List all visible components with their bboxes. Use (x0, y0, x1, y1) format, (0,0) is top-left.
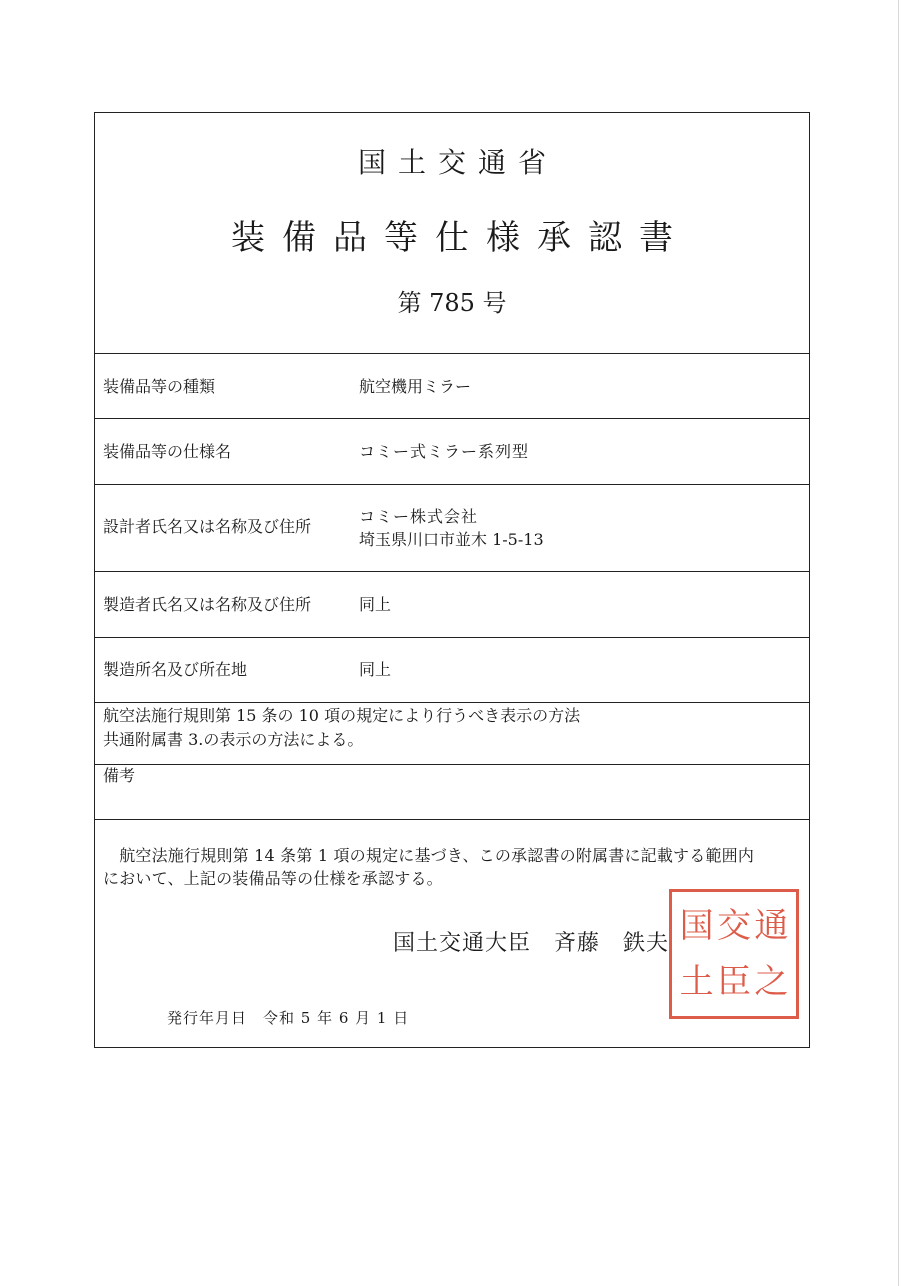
designer-name: コミー株式会社 (359, 507, 479, 526)
approval-line-2: において、上記の装備品等の仕様を承認する。 (103, 869, 443, 888)
seal-char: 土 (679, 962, 714, 1002)
divider (95, 484, 809, 485)
divider (95, 418, 809, 419)
equipment-type-value: 航空機用ミラー (359, 377, 472, 396)
equipment-type-label: 装備品等の種類 (103, 377, 216, 396)
seal-char: 通 (754, 906, 789, 946)
document-title: 装備品等仕様承認書 (231, 218, 690, 258)
scan-edge-line (898, 0, 899, 1286)
divider (95, 571, 809, 572)
ministry-name: 国土交通省 (357, 146, 558, 179)
factory-value: 同上 (359, 660, 392, 679)
minister-signature: 国土交通大臣 斉藤 鉄夫 (393, 931, 670, 956)
approval-line-1: 航空法施行規則第 14 条第 1 項の規定に基づき、この承認書の附属書に記載する範囲内 (103, 846, 755, 865)
seal-char: 国 (679, 906, 714, 946)
designer-label: 設計者氏名又は名称及び住所 (103, 517, 312, 536)
divider (95, 353, 809, 354)
seal-char: 臣 (716, 962, 751, 1002)
remarks-label: 備考 (103, 766, 136, 785)
seal-char: 交 (716, 906, 751, 946)
display-method-line-2: 共通附属書 3.の表示の方法による。 (103, 730, 364, 749)
manufacturer-value: 同上 (359, 595, 392, 614)
specification-name-label: 装備品等の仕様名 (103, 442, 232, 461)
divider (95, 702, 809, 703)
designer-address: 埼玉県川口市並木 1-5-13 (359, 530, 544, 549)
issue-date: 発行年月日 令和 5 年 6 月 1 日 (167, 1009, 410, 1027)
certificate-frame (94, 112, 810, 1048)
divider (95, 637, 809, 638)
official-seal (669, 889, 799, 1019)
specification-name-value: コミー式ミラー系列型 (359, 442, 530, 461)
seal-char: 之 (754, 962, 789, 1002)
divider (95, 819, 809, 820)
divider (95, 764, 809, 765)
factory-label: 製造所名及び所在地 (103, 660, 248, 679)
display-method-line-1: 航空法施行規則第 15 条の 10 項の規定により行うべき表示の方法 (103, 706, 581, 725)
certificate-number: 第 785 号 (397, 289, 507, 317)
manufacturer-label: 製造者氏名又は名称及び住所 (103, 595, 312, 614)
